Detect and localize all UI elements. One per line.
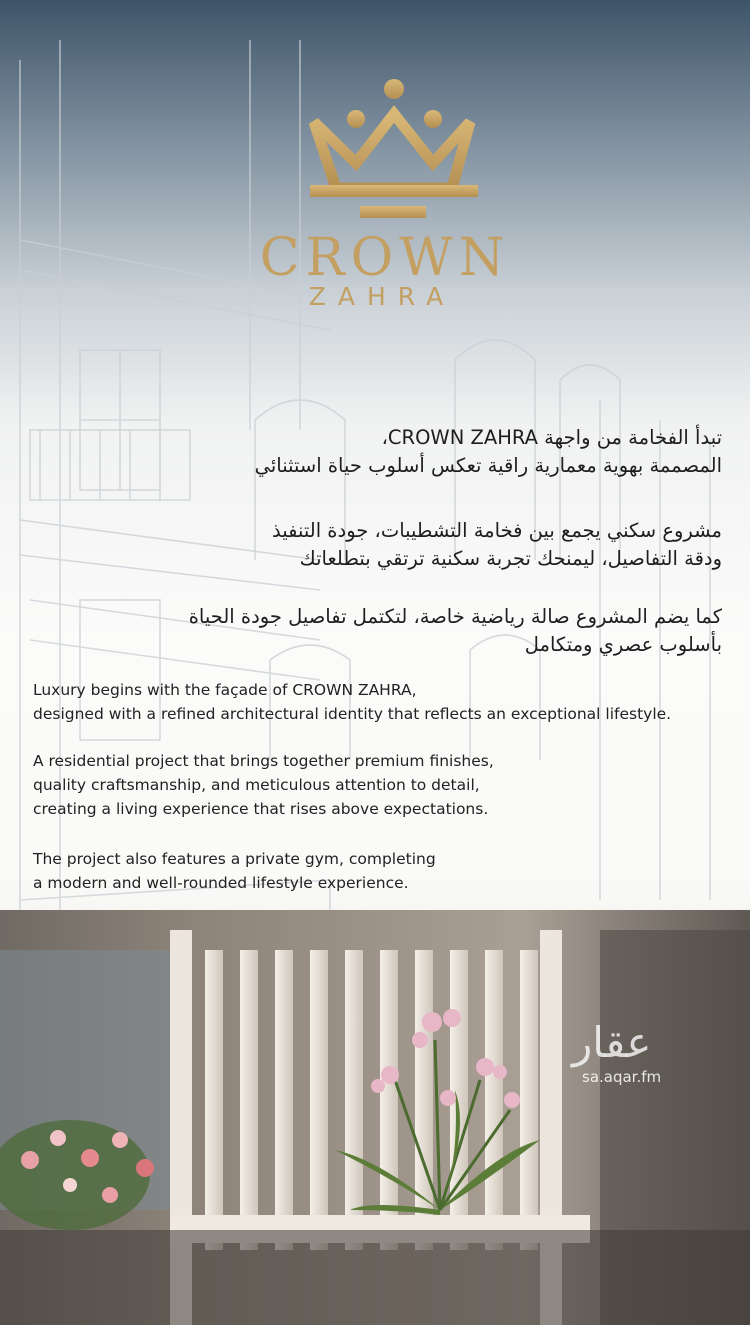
english-line: creating a living experience that rises above expectations. [33, 800, 489, 818]
arabic-line: كما يضم المشروع صالة رياضية خاصة، لتكتمل تفاصيل جودة الحياة [188, 605, 722, 628]
english-paragraph-3 [33, 847, 733, 895]
english-line: a modern and well-rounded lifestyle experience. [33, 874, 409, 892]
aqar-url-watermark: sa.aqar.fm [582, 1068, 662, 1086]
arabic-line: بأسلوب عصري ومتكامل [524, 633, 722, 656]
arabic-line: ودقة التفاصيل، ليمنحك تجربة سكنية ترتقي بتطلعاتك [299, 547, 722, 570]
aqar-logo-watermark: عقار [572, 1018, 652, 1067]
english-line: quality craftsmanship, and meticulous attention to detail, [33, 776, 480, 794]
brand-name: CROWN [259, 228, 511, 288]
arabic-paragraph-1 [22, 424, 722, 480]
arabic-line: المصممة بهوية معمارية راقية تعكس أسلوب حياة استثنائي [254, 454, 722, 477]
arabic-line: مشروع سكني يجمع بين فخامة التشطيبات، جودة التنفيذ [272, 519, 722, 542]
english-paragraph-2 [33, 749, 733, 821]
english-paragraph-1 [33, 678, 733, 726]
arabic-line: تبدأ الفخامة من واجهة CROWN ZAHRA، [381, 426, 722, 449]
arabic-paragraph-2 [22, 517, 722, 573]
english-line: Luxury begins with the façade of CROWN ZAHRA, [33, 681, 417, 699]
english-line: designed with a refined architectural identity that reflects an exceptional lifestyle. [33, 705, 672, 723]
english-line: A residential project that brings together premium finishes, [33, 752, 494, 770]
arabic-paragraph-3 [22, 603, 722, 659]
english-line: The project also features a private gym, completing [33, 850, 436, 868]
balcony-photo [0, 910, 750, 1325]
brand-subname: ZAHRA [308, 282, 456, 311]
